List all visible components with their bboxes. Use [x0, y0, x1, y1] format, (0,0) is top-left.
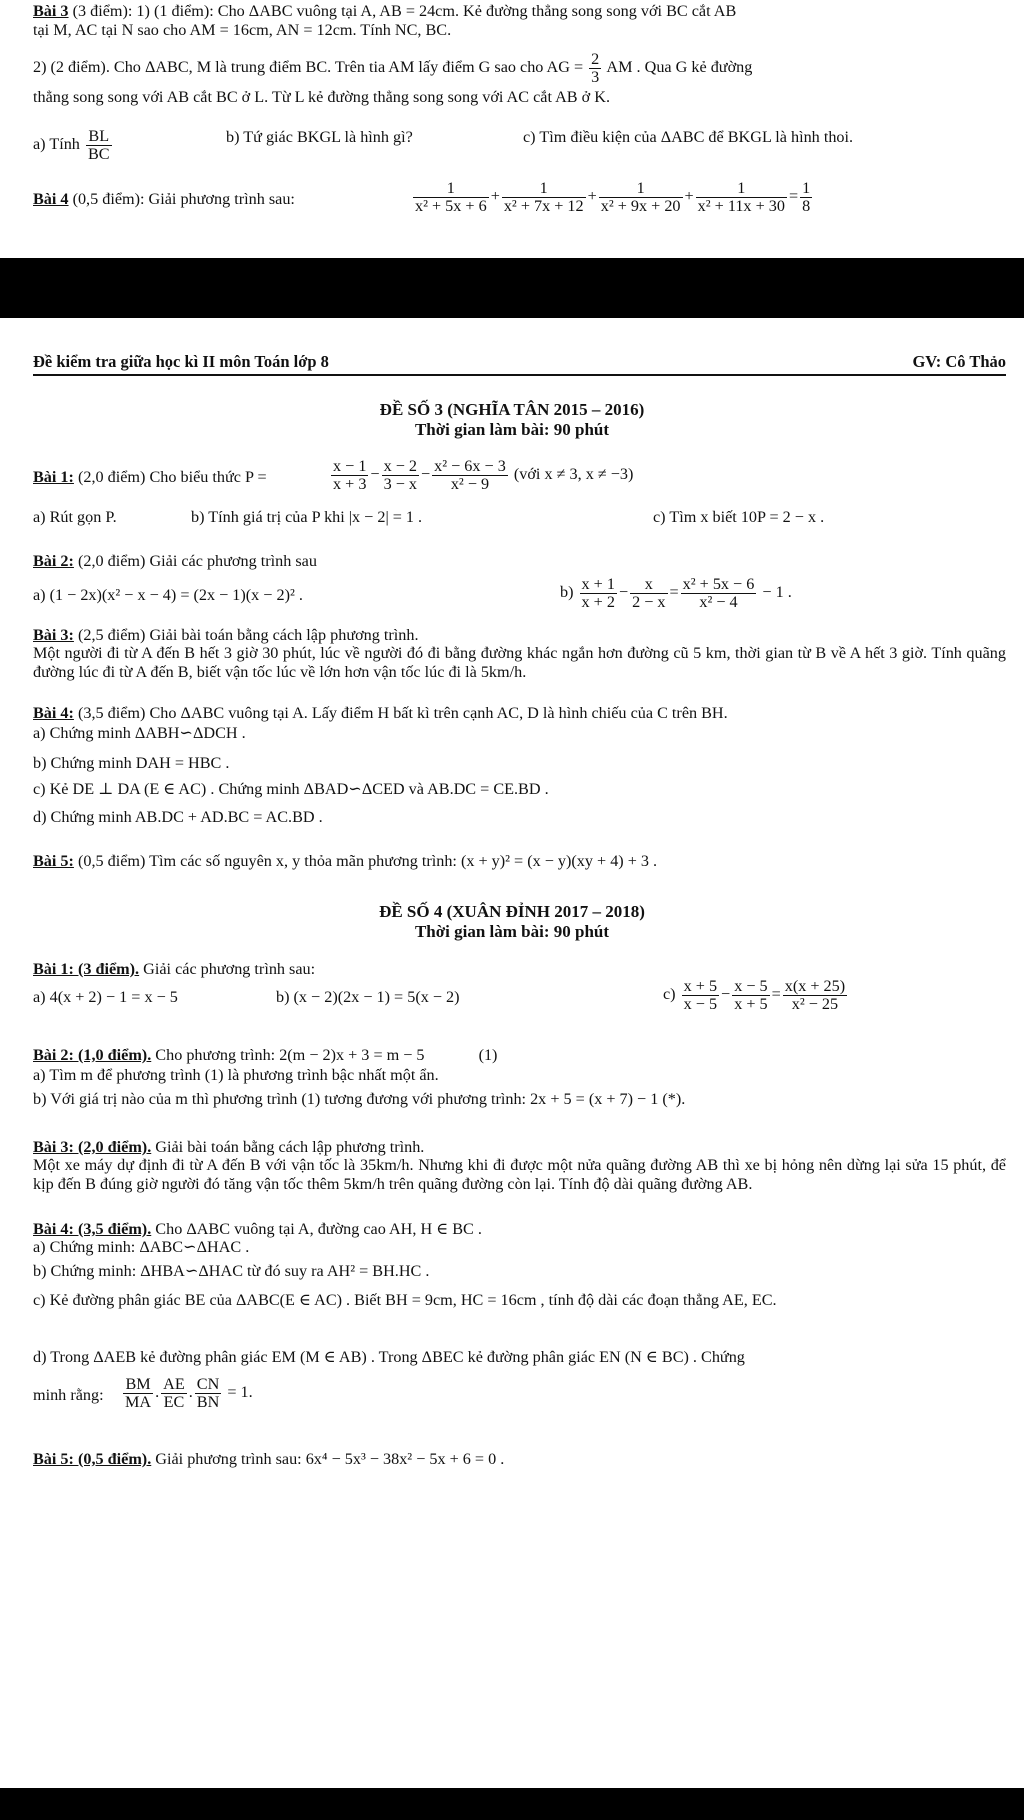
top-b3-line3	[33, 51, 1006, 86]
de3-b1-c: c) Tìm x biết 10P = 2 − x .	[653, 508, 825, 526]
frac-num: x	[644, 575, 653, 593]
frac-num: BL	[88, 127, 110, 145]
frac-num: 2	[591, 50, 600, 68]
d4b4-frac-3	[195, 1376, 222, 1411]
d4b1-frac-2	[732, 978, 769, 1013]
de4-b1-a: a) 4(x + 2) − 1 = x − 5	[33, 988, 178, 1006]
de4-b3-text: Giải bài toán bằng cách lập phương trình.	[155, 1138, 425, 1156]
frac-den: BC	[87, 145, 110, 163]
de3-b1-b: b) Tính giá trị của P khi |x − 2| = 1 .	[191, 508, 423, 526]
de4-b4-text: Cho ΔABC vuông tại A, đường cao AH, H ∈ BC .	[155, 1220, 482, 1238]
frac-num: x² + 5x − 6	[682, 575, 755, 593]
top-b4	[33, 180, 1006, 220]
top-b3-b: b) Tứ giác BKGL là hình gì?	[226, 128, 413, 146]
d4b4-frac-2	[161, 1376, 187, 1411]
de3-b4-d: d) Chứng minh AB.DC + AD.BC = AC.BD .	[33, 808, 323, 826]
d4b1-frac-1	[682, 978, 719, 1013]
frac-den: x² + 5x + 6	[415, 197, 487, 215]
expr-frac-2	[382, 458, 419, 493]
frac-den: x² − 25	[783, 995, 847, 1013]
de4-b5-text: Giải phương trình sau: 6x⁴ − 5x³ − 38x² − 5x + 6 = 0 .	[155, 1450, 505, 1468]
page-main	[0, 318, 1024, 1788]
de4-b2	[33, 1046, 1006, 1065]
de4-b1-c-label: c)	[663, 985, 676, 1004]
de3-b1-lead	[33, 468, 267, 487]
de3-title: ĐỀ SỐ 3 (NGHĨA TÂN 2015 – 2016)	[379, 400, 645, 419]
de4-b1-title: Bài 1: (3 điểm).	[33, 960, 140, 978]
top-b3-line3a: 2) (2 điểm). Cho ΔABC, M là trung điểm BC. Trên tia AM lấy điểm G sao cho AG =	[33, 58, 584, 77]
de3-b4-b: b) Chứng minh DAH = HBC .	[33, 754, 230, 772]
de3-b1-title: Bài 1:	[33, 468, 74, 486]
frac-den: x² + 11x + 30	[697, 197, 785, 215]
de3-b1-condition: (với x ≠ 3, x ≠ −3)	[513, 465, 634, 484]
de3-b3-title: Bài 3:	[33, 626, 74, 644]
frac-den: EC	[161, 1393, 187, 1411]
frac-num: 1	[539, 179, 548, 197]
frac-den: x² − 9	[432, 475, 508, 493]
de4-b4-b: b) Chứng minh: ΔHBA∽ΔHAC từ đó suy ra AH² = BH.HC .	[33, 1262, 430, 1280]
frac-den: x + 5	[734, 995, 768, 1013]
top-b3-line3b: AM . Qua G kẻ đường	[606, 58, 753, 77]
eq-frac-2	[502, 180, 586, 215]
frac-den: x² − 4	[681, 593, 757, 611]
top-b3-parts	[33, 118, 1006, 163]
de4-time: Thời gian làm bài: 90 phút	[414, 922, 610, 941]
frac-num: x + 5	[683, 977, 718, 995]
frac-den: MA	[125, 1393, 152, 1411]
top-b4-equation: $\frac{1}{\text{x² + 5x + 6}}$ + $\frac{1}{\text{x² + 7x + 12}}$ + $\frac{1}{\text{x² + 9x + 20}}$ + $\frac{1}{\text{x² + 11x + 30}}$ = $\frac{1}{8}$	[415, 179, 811, 215]
top-b3-a	[33, 128, 114, 163]
de4-b2-title: Bài 2: (1,0 điểm).	[33, 1046, 152, 1064]
de3-b1	[33, 458, 1006, 498]
de4-b4-title: Bài 4: (3,5 điểm).	[33, 1220, 152, 1238]
de4-b1-c: c) $\frac{x + 5}{x - 5}$ − $\frac{x - 5}{x + 5}$ = $\frac{x(x + 25)}{\text{x² − 25}}$	[663, 977, 846, 1013]
top-b4-lead	[33, 190, 295, 209]
de4-b2-a: a) Tìm m để phương trình (1) là phương trình bậc nhất một ẩn.	[33, 1066, 439, 1084]
de3-b2-b-label: b)	[560, 583, 574, 602]
eq-frac-4	[696, 180, 787, 215]
de3-b2-b-tail: − 1 .	[762, 583, 792, 602]
frac-den: BN	[196, 1393, 220, 1411]
frac-num: BM	[125, 1375, 151, 1393]
frac-num: 1	[636, 179, 645, 197]
de3-b2-b: b) $\frac{x + 1}{x + 2}$ − $\frac{x}{2 - x}$ = $\frac{\text{x² + 5x − 6}}{\text{x² − 4}}$ − 1 .	[560, 575, 792, 611]
de3-b1-text: (2,0 điểm) Cho biểu thức P =	[77, 468, 267, 486]
de3-b4-a: a) Chứng minh ΔABH∽ΔDCH .	[33, 724, 246, 742]
eq-frac-3	[599, 180, 683, 215]
frac-num: x − 5	[734, 977, 768, 995]
de4-b1-text: Giải các phương trình sau:	[143, 960, 316, 978]
expr-frac-3	[432, 458, 508, 493]
de3-b2	[33, 552, 1006, 571]
de3-b3-body: Một người đi từ A đến B hết 3 giờ 30 phút, lúc về người đó đi bằng đường khác ngắn hơn đường cũ 5 km, thời gian từ B về A hết 3 giờ. Tính quãng đường lúc đi từ A đến B, biết vận tốc lúc về lớn hơn vận tốc lúc đi là 5km/h.	[33, 644, 1006, 681]
de3-b2-a: a) (1 − 2x)(x² − x − 4) = (2x − 1)(x − 2)² .	[33, 586, 303, 604]
de4-b4	[33, 1220, 1006, 1239]
top-b3-c: c) Tìm điều kiện của ΔABC để BKGL là hình thoi.	[523, 128, 854, 146]
frac-den: x² + 7x + 12	[503, 197, 584, 215]
eq-frac-result	[800, 180, 812, 215]
eq-frac-1	[413, 180, 489, 215]
de4-b4-d2-product: $\frac{BM}{MA}$ . $\frac{AE}{EC}$ . $\frac{CN}{BN}$ = 1.	[125, 1375, 253, 1411]
de3-b3	[33, 626, 1006, 645]
de4-b5-title: Bài 5: (0,5 điểm).	[33, 1450, 152, 1468]
de4-b2-b: b) Với giá trị nào của m thì phương trình (1) tương đương với phương trình: 2x + 5 = (x + 7) − 1 (*).	[33, 1090, 686, 1108]
de3-b5-title: Bài 5:	[33, 852, 74, 870]
de3-b3-text: (2,5 điểm) Giải bài toán bằng cách lập phương trình.	[77, 626, 419, 644]
d4b1-frac-3	[783, 978, 847, 1013]
frac-num: 1	[737, 179, 746, 197]
frac-num: x(x + 25)	[784, 977, 846, 995]
top-b4-title: Bài 4	[33, 190, 69, 208]
frac-num: x − 1	[333, 457, 367, 475]
frac-num: 1	[802, 179, 811, 197]
top-b3-fraction	[589, 51, 601, 86]
de4-b1	[33, 960, 1006, 979]
frac-den: 3	[591, 68, 600, 86]
header-teacher: GV: Cô Thảo	[912, 352, 1006, 371]
de4-b5	[33, 1450, 1006, 1469]
frac-num: x² − 6x − 3	[434, 457, 506, 475]
de3-b4	[33, 704, 1006, 723]
de4-b1-b: b) (x − 2)(2x − 1) = 5(x − 2)	[276, 988, 460, 1006]
frac-den: x − 5	[683, 995, 718, 1013]
de4-b4-c: c) Kẻ đường phân giác BE của ΔABC(E ∈ AC) . Biết BH = 9cm, HC = 16cm , tính độ dài các đoạn thẳng AE, EC.	[33, 1291, 777, 1309]
frac-den: x + 2	[581, 593, 615, 611]
b2-frac-3	[681, 576, 757, 611]
de4-b2-eq-number: (1)	[478, 1046, 498, 1064]
frac-num: AE	[163, 1375, 185, 1393]
de4-b3-title: Bài 3: (2,0 điểm).	[33, 1138, 152, 1156]
header-title: Đề kiểm tra giữa học kì II môn Toán lớp 8	[33, 352, 329, 371]
de3-b1-expression: $\frac{x - 1}{x + 3}$ − $\frac{x - 2}{3 - x}$ − $\frac{\text{x² − 6x − 3}}{\text{x² − 9}}$ (với x ≠ 3, x ≠ −3)	[333, 457, 634, 493]
de3-b1-a: a) Rút gọn P.	[33, 508, 117, 526]
frac-den: 3 − x	[383, 475, 417, 493]
de4-b4-a: a) Chứng minh: ΔABC∽ΔHAC .	[33, 1238, 250, 1256]
frac-num: x + 1	[581, 575, 615, 593]
de3-b5	[33, 852, 1006, 871]
de3-b2-text: (2,0 điểm) Giải các phương trình sau	[77, 552, 317, 570]
top-b3-line4: thẳng song song với AB cắt BC ở L. Từ L kẻ đường thẳng song song với AC cắt AB ở K.	[33, 88, 610, 106]
expr-frac-1	[331, 458, 368, 493]
de3-b5-text: (0,5 điểm) Tìm các số nguyên x, y thỏa mãn phương trình: (x + y)² = (x − y)(xy + 4) + 3 .	[77, 852, 658, 870]
top-b3-title: Bài 3	[33, 2, 69, 20]
de3-b4-text: (3,5 điểm) Cho ΔABC vuông tại A. Lấy điểm H bất kì trên cạnh AC, D là hình chiếu của C trên BH.	[77, 704, 728, 722]
b2-frac-2	[630, 576, 667, 611]
d4b4-frac-1	[123, 1376, 153, 1411]
frac-num: CN	[196, 1375, 220, 1393]
frac-den: x + 3	[333, 475, 367, 493]
top-b3-a-fraction	[86, 128, 112, 163]
de4-b2-text: Cho phương trình: 2(m − 2)x + 3 = m − 5	[155, 1046, 425, 1064]
page-top-fragment	[0, 0, 1024, 258]
de4-b3	[33, 1138, 1006, 1157]
de3-b2-title: Bài 2:	[33, 552, 74, 570]
de3-time: Thời gian làm bài: 90 phút	[414, 420, 610, 439]
de4-b1-parts	[33, 978, 1006, 1018]
frac-num: 1	[446, 179, 455, 197]
de4-b4-d2-label: minh rằng:	[33, 1386, 104, 1404]
frac-den: x² + 9x + 20	[600, 197, 681, 215]
de3-b4-title: Bài 4:	[33, 704, 74, 722]
top-b3-line2: tại M, AC tại N sao cho AM = 16cm, AN = 12cm. Tính NC, BC.	[33, 21, 452, 39]
page-header	[33, 352, 1006, 376]
frac-den: 2 − x	[632, 593, 666, 611]
de4-b4-d2	[33, 1376, 1006, 1416]
frac-den: 8	[802, 197, 811, 215]
frac-num: x − 2	[383, 457, 417, 475]
de4-title: ĐỀ SỐ 4 (XUÂN ĐỈNH 2017 – 2018)	[379, 902, 645, 921]
de3-b2-parts	[33, 576, 1006, 616]
top-b3-a-label: a) Tính	[33, 135, 80, 154]
de4-b3-body: Một xe máy dự định đi từ A đến B với vận tốc là 35km/h. Nhưng khi đi được một nửa quãng đường AB thì xe bị hỏng nên dừng lại sửa 15 phút, để kịp đến B đúng giờ người đó tăng vận tốc thêm 5km/h trên quãng đường còn lại. Tính độ dài quãng đường AB.	[33, 1156, 1006, 1193]
b2-frac-1	[580, 576, 617, 611]
top-b3-line1	[33, 2, 1006, 21]
top-b4-text: (0,5 điểm): Giải phương trình sau:	[72, 190, 295, 208]
de4-b4-d2-tail: = 1.	[227, 1383, 253, 1402]
top-b3-line1-text: (3 điểm): 1) (1 điểm): Cho ΔABC vuông tại A, AB = 24cm. Kẻ đường thẳng song song với BC cắt AB	[72, 2, 737, 20]
de4-b4-d: d) Trong ΔAEB kẻ đường phân giác EM (M ∈ AB) . Trong ΔBEC kẻ đường phân giác EN (N ∈ BC) . Chứng	[33, 1348, 745, 1366]
de3-b4-c: c) Kẻ DE ⊥ DA (E ∈ AC) . Chứng minh ΔBAD∽ΔCED và AB.DC = CE.BD .	[33, 780, 549, 798]
